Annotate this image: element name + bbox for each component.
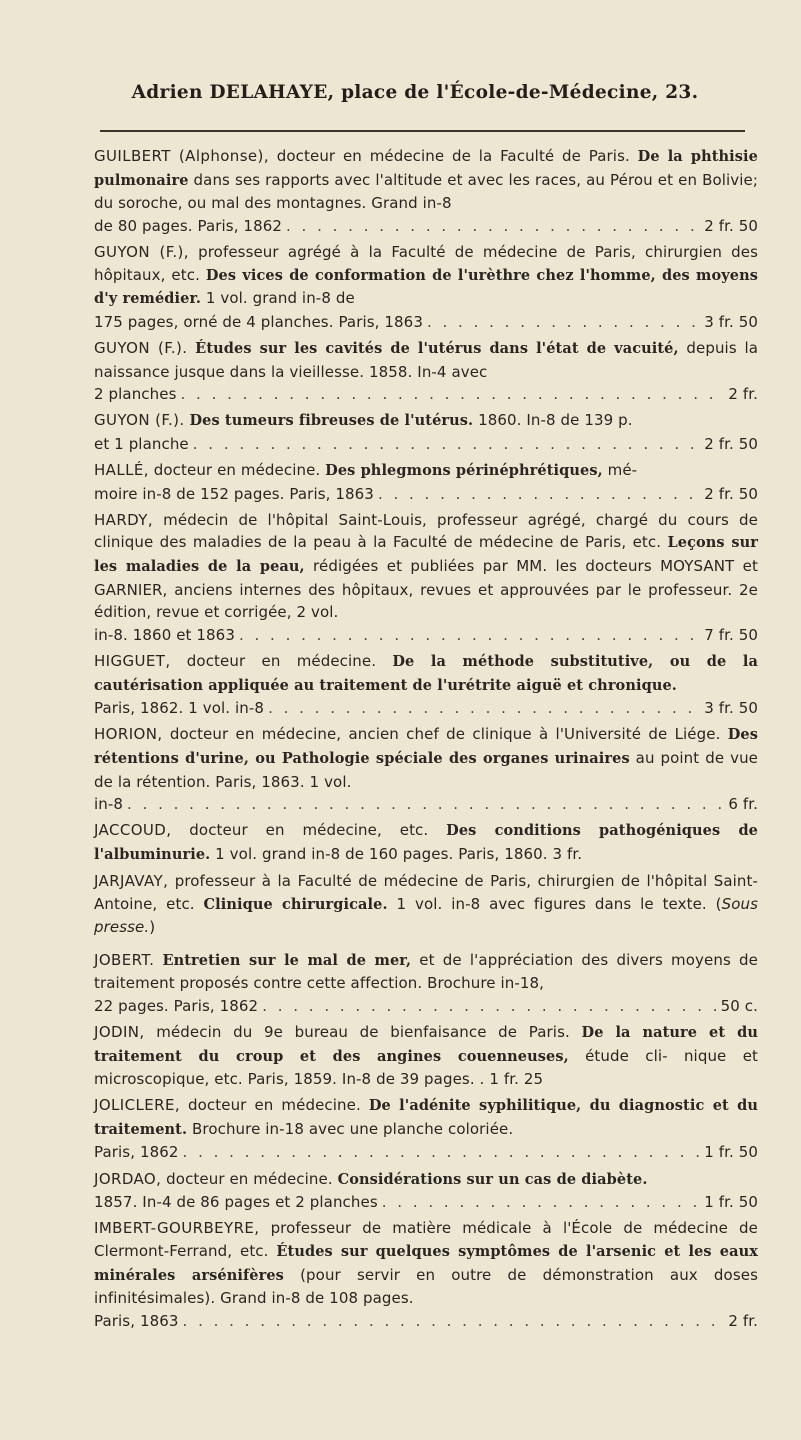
entry-author: JODIN, [94,1022,145,1041]
dot-leader [268,697,700,720]
catalog-entry [94,723,758,815]
entry-text: ) [149,918,156,937]
entry-imprint: moire in-8 de 152 pages. Paris, 1863 [94,484,374,503]
entry-title: Études sur quelques symptômes de l'arsenic et les eaux minérales arsénifères [94,1243,758,1284]
entry-author: IMBERT-GOURBEYRE, [94,1219,260,1238]
entry-title: Clinique chirurgicale. [203,895,388,913]
entry-price: 7 fr. 50 [704,625,758,644]
price-line [94,311,758,334]
entry-price: 2 fr. 50 [704,484,758,503]
catalog-entry [94,145,758,237]
page-header: Adrien DELAHAYE, place de l'École-de-Médecine, 23. [131,82,699,103]
entry-text: médecin du 9e bureau de bienfaisance de Paris. [144,1022,582,1041]
dot-leader [382,1191,700,1214]
catalog-entry [94,241,758,333]
catalog-entry [94,819,758,866]
catalog-entry [94,1021,758,1091]
entry-title: Des conditions pathogéniques de l'albuminurie. [94,822,759,863]
price-line [94,624,758,647]
entry-author: GUILBERT (Alphonse), [94,147,269,165]
entry-list [94,145,758,1336]
entry-text: Brochure in-18 avec une planche coloriée. [187,1119,514,1138]
entry-imprint: 175 pages, orné de 4 planches. Paris, 1863 [94,312,423,331]
entry-imprint: Paris, 1862. 1 vol. in-8 [94,699,265,718]
entry-text: docteur en médecine. [161,1169,338,1188]
dot-leader [183,1310,725,1333]
entry-title: Des tumeurs fibreuses de l'utérus. [189,412,474,430]
entry-text: nique et microscopique, etc. Paris, 1859. In-8 de 39 pages. . [94,1046,758,1089]
catalog-entry [94,509,758,647]
entry-author: HIGGUET, [94,652,171,671]
entry-author: GUYON (F.), [94,242,189,261]
entry-text: 1 vol. grand in-8 de 160 pages. Paris, 1860. [215,844,548,863]
entry-price: 2 fr. 50 [704,434,758,453]
entry-title: Entretien sur le mal de mer, [162,951,412,969]
dot-leader [427,311,700,334]
entry-text: et de l'appréciation des divers moyens de traitement proposés contre cette affection. Brochure in-18, [94,950,758,993]
entry-title: De l'adénite syphilitique, du diagnostic et du traitement. [94,1097,759,1138]
entry-text: professeur de matière médicale à l'École de médecine de Clermont-Ferrand, etc. [94,1219,758,1261]
entry-text: docteur en médecine, etc. [171,821,447,840]
entry-author: HALLÉ, [94,461,149,480]
entry-text: (pour servir en outre de démonstration aux doses infinitésimales). Grand in-8 de 108 pages. [94,1265,758,1308]
entry-text: docteur en médecine. [180,1096,369,1115]
entry-text: étude cli- [568,1046,668,1065]
catalog-entry [94,409,758,455]
price-line [94,1141,758,1164]
entry-text: dans ses rapports avec l'altitude et avec les races, au Pérou et en Bolivie; du soroche, ou mal des montagnes. Grand in-8 [94,170,758,213]
entry-price: 1 fr. 25 [489,1070,544,1089]
entry-price: 1 fr. 50 [704,1193,758,1212]
entry-price: 2 fr. 50 [704,216,758,235]
entry-text: professeur à la Faculté de médecine de Paris, chirurgien de l'hôpital Saint-Antoine, etc. [94,872,758,913]
entry-imprint: in-8. 1860 et 1863 [94,625,235,644]
entry-text: docteur en médecine. [170,652,393,671]
entry-title: Des rétentions d'urine, ou Pathologie spéciale des organes urinaires [94,726,758,767]
entry-text: médecin de l'hôpital Saint-Louis, professeur agrégé, chargé du cours de clinique des maladies de la peau à la Faculté de médecine de Paris, etc. [94,510,758,552]
entry-imprint: Paris, 1862 [94,1143,179,1162]
entry-price: 50 c. [720,996,758,1015]
entry-price: 3 fr. 50 [704,699,758,718]
entry-text: depuis la naissance jusque dans la vieillesse. 1858. In-4 avec [94,338,758,381]
price-line [94,383,758,406]
entry-price: 3 fr. 50 [704,312,758,331]
entry-price: 2 fr. [728,385,758,404]
dot-leader [127,793,724,816]
entry-text: docteur en médecine. [148,461,326,480]
catalog-entry [94,1094,758,1164]
dot-leader [181,383,725,406]
entry-imprint: et 1 planche [94,434,189,453]
entry-price: 1 fr. 50 [704,1143,758,1162]
entry-text: 1 vol. grand in-8 de [201,289,355,308]
entry-author: JOBERT. [94,950,155,969]
entry-author: JARJAVAY, [94,872,169,891]
entry-note: Sous presse. [94,894,758,937]
entry-text: mé- [602,461,638,480]
entry-text: professeur agrégé à la Faculté de médecine de Paris, chirurgien des hôpitaux, etc. [94,242,758,284]
catalog-entry [94,949,758,1018]
catalog-entry [94,1168,758,1214]
entry-imprint: 2 planches [94,385,177,404]
dot-leader [183,1141,701,1164]
entry-author: GUYON (F.). [94,338,188,357]
entry-imprint: de 80 pages. Paris, 1862 [94,216,283,235]
entry-price: 6 fr. [728,795,758,814]
dot-leader [239,624,700,647]
entry-text: docteur en médecine, ancien chef de clinique à l'Université de Liége. [162,725,728,744]
entry-text: 1860. In-8 de 139 p. [473,411,633,430]
entry-author: HORION, [94,725,163,744]
entry-title: Des phlegmons périnéphrétiques, [325,462,603,480]
dot-leader [378,483,700,506]
entry-title: Études sur les cavités de l'utérus dans l'état de vacuité, [195,339,679,357]
entry-title: De la méthode substitutive, ou de la cautérisation appliquée au traitement de l'urétrite aiguë et chronique. [94,653,759,694]
price-line [94,1310,758,1333]
entry-text [187,339,195,357]
price-line [94,995,758,1018]
entry-price: 3 fr. [552,844,583,863]
entry-text: au point de vue de la rétention. Paris, 1863. 1 vol. [94,749,758,791]
catalog-entry [94,1217,758,1332]
catalog-entry [94,459,758,505]
entry-author: JACCOUD, [94,821,172,840]
entry-author: JORDAO, [94,1169,162,1188]
entry-text: docteur en médecine de la Faculté de Paris. [268,147,638,165]
entry-title: Considérations sur un cas de diabète. [337,1170,648,1188]
catalog-entry [94,337,758,406]
entry-author: GUYON (F.). [94,411,185,430]
price-line [94,215,758,238]
dot-leader [286,215,700,238]
entry-title: De la phthisie pulmonaire [94,148,758,189]
entry-author: HARDY, [94,510,154,529]
catalog-entry [94,650,758,720]
price-line [94,483,758,506]
price-line [94,433,758,456]
price-line [94,697,758,720]
entry-text: 1 vol. in-8 avec figures dans le texte. ( [387,894,722,913]
entry-title: Des vices de conformation de l'urèthre chez l'homme, des moyens d'y remédier. [94,266,758,308]
entry-imprint: 1857. In-4 de 86 pages et 2 planches [94,1193,378,1212]
entry-text: rédigées et publiées par MM. les docteurs MOYSANT et GARNIER, anciens internes des hôpitaux, revues et approuvées par le professeur. 2e édition, revue et corrigée, 2 vol. [94,557,758,622]
dot-leader [262,995,716,1018]
entry-title: De la nature et du traitement du croup et des angines couenneuses, [94,1023,758,1065]
price-line [94,1191,758,1214]
entry-imprint: 22 pages. Paris, 1862 [94,996,259,1015]
catalog-entry [94,870,758,939]
entry-title: Leçons sur les maladies de la peau, [94,534,758,576]
header-rule [100,130,745,132]
entry-imprint: in-8 [94,795,124,814]
entry-author: JOLICLERE, [94,1096,180,1115]
dot-leader [193,433,700,456]
entry-price: 2 fr. [728,1311,758,1330]
price-line [94,793,758,816]
entry-imprint: Paris, 1863 [94,1311,179,1330]
